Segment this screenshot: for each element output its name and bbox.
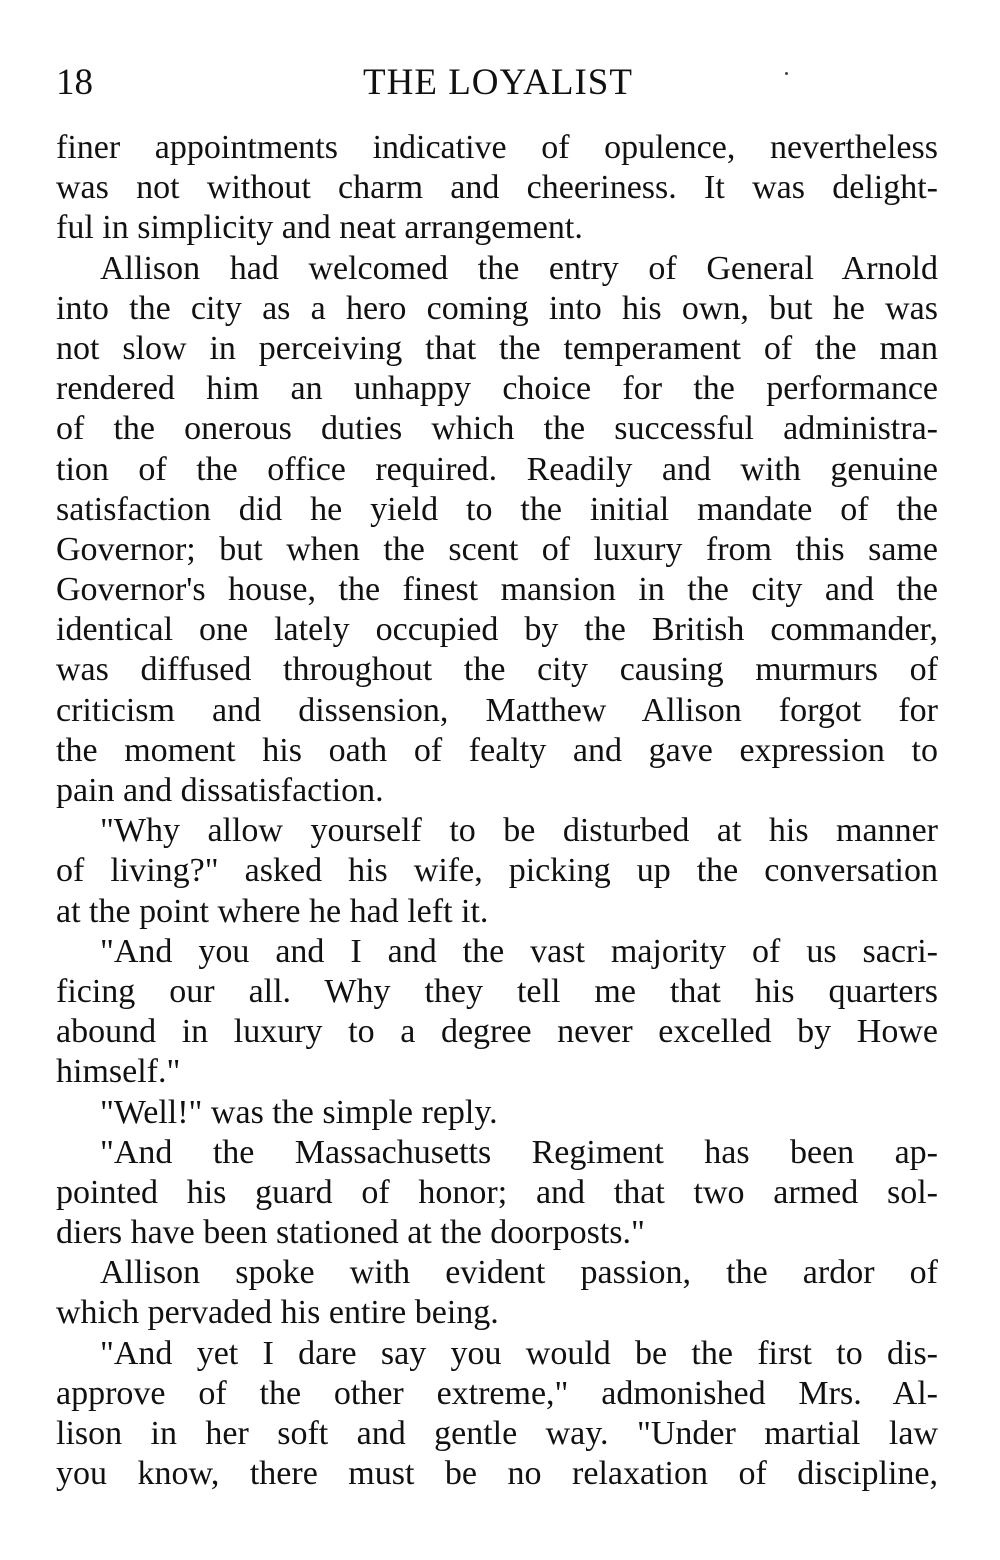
text-line: "And the Massachusetts Regiment has been ap- bbox=[100, 1133, 938, 1171]
text-line: pain and dissatisfaction. bbox=[56, 772, 384, 809]
text-line: criticism and dissension, Matthew Allison forgot for bbox=[56, 691, 938, 729]
text-line: you know, there must be no relaxation of discipline, bbox=[56, 1455, 938, 1493]
text-line: tion of the office required. Readily and with genuine bbox=[56, 450, 938, 488]
text-line: of the onerous duties which the successful administra- bbox=[56, 410, 938, 448]
text-line: not slow in perceiving that the temperament of the man bbox=[56, 329, 938, 367]
text-line: rendered him an unhappy choice for the performance bbox=[56, 370, 938, 408]
text-line: into the city as a hero coming into his own, but he was bbox=[56, 289, 938, 327]
text-line: Allison spoke with evident passion, the ardor of bbox=[100, 1254, 938, 1292]
text-line: Allison had welcomed the entry of General Arnold bbox=[100, 249, 938, 287]
text-line: approve of the other extreme," admonished Mrs. Al- bbox=[56, 1374, 938, 1412]
text-line: finer appointments indicative of opulence, nevertheless bbox=[56, 129, 938, 166]
text-line: which pervaded his entire being. bbox=[56, 1294, 499, 1332]
text-line: himself." bbox=[56, 1053, 181, 1091]
text-line: pointed his guard of honor; and that two armed sol- bbox=[56, 1173, 938, 1211]
text-line: abound in luxury to a degree never excelled by Howe bbox=[56, 1013, 938, 1051]
text-line: satisfaction did he yield to the initial mandate of the bbox=[56, 490, 938, 528]
text-line: lison in her soft and gentle way. "Under martial law bbox=[56, 1415, 938, 1452]
body-text bbox=[56, 128, 938, 1494]
running-header bbox=[56, 58, 940, 108]
text-line: identical one lately occupied by the British commander, bbox=[56, 611, 938, 649]
text-line: "And you and I and the vast majority of us sacri- bbox=[100, 932, 938, 970]
text-line: the moment his oath of fealty and gave expression to bbox=[56, 731, 938, 769]
text-line: at the point where he had left it. bbox=[56, 892, 489, 930]
text-line: diers have been stationed at the doorposts." bbox=[56, 1214, 645, 1252]
print-speck bbox=[785, 72, 788, 75]
page-number: 18 bbox=[56, 62, 93, 103]
text-line: of living?" asked his wife, picking up the conversation bbox=[56, 852, 938, 890]
text-line: was diffused throughout the city causing murmurs of bbox=[56, 651, 938, 689]
text-line: ful in simplicity and neat arrangement. bbox=[56, 209, 583, 247]
text-line: Governor's house, the finest mansion in the city and the bbox=[56, 571, 938, 609]
text-line: ficing our all. Why they tell me that his quarters bbox=[56, 972, 938, 1010]
text-line: "And yet I dare say you would be the first to dis- bbox=[100, 1334, 938, 1372]
text-line: "Why allow yourself to be disturbed at his manner bbox=[100, 812, 938, 850]
text-line: Governor; but when the scent of luxury from this same bbox=[56, 530, 938, 568]
running-title: THE LOYALIST bbox=[363, 62, 633, 103]
text-line: "Well!" was the simple reply. bbox=[100, 1093, 498, 1131]
text-line: was not without charm and cheeriness. It was delight- bbox=[56, 169, 938, 207]
